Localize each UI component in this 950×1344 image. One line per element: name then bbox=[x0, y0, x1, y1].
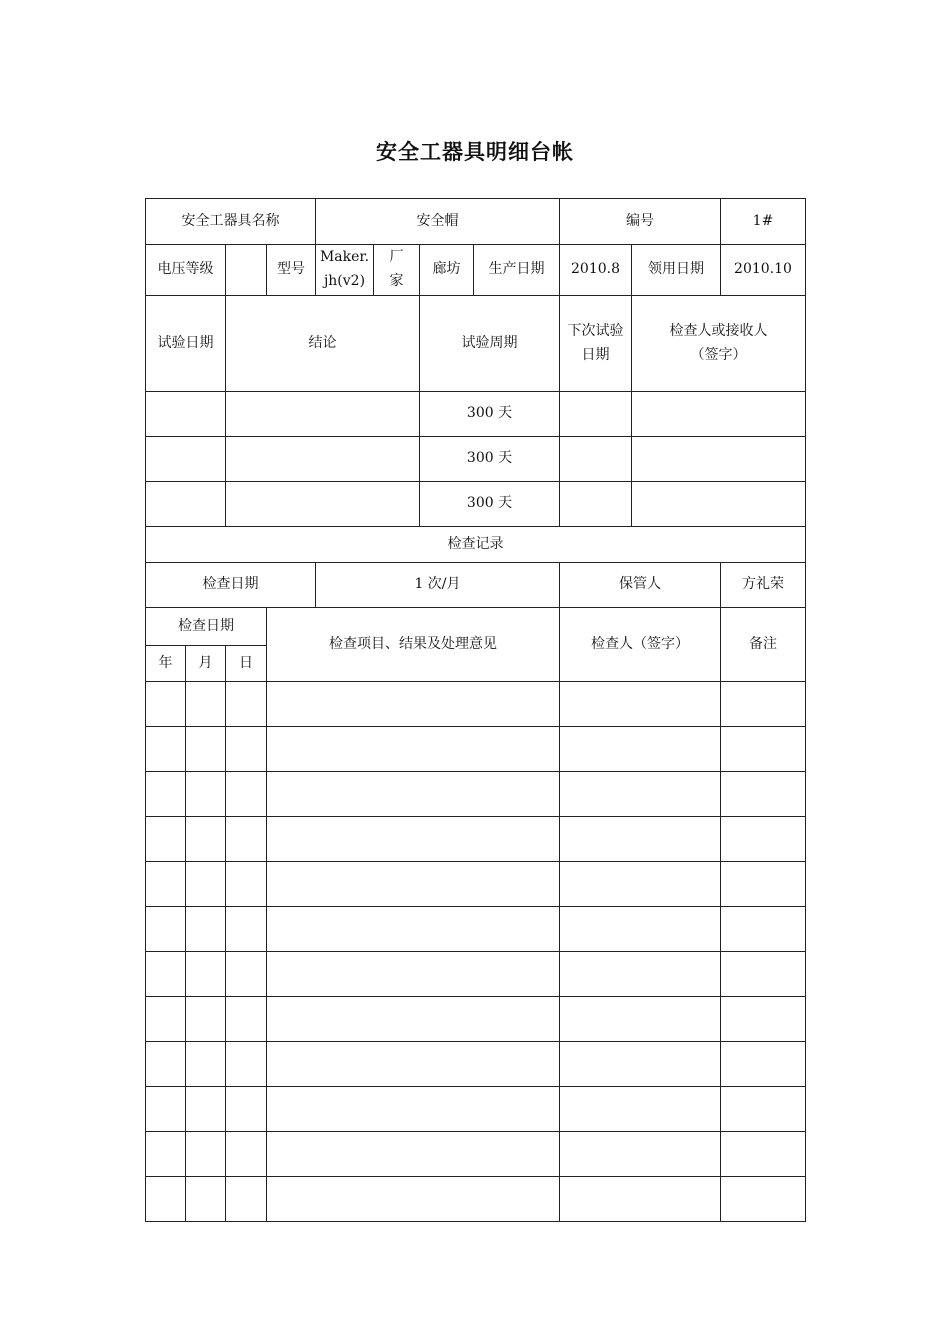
day-cell bbox=[226, 1177, 267, 1222]
info-row-detail bbox=[146, 245, 806, 296]
model-label: 型号 bbox=[267, 245, 316, 296]
year-cell bbox=[146, 862, 186, 907]
inspection-inspector-cell bbox=[560, 727, 721, 772]
receive-date-label: 领用日期 bbox=[632, 245, 721, 296]
day-cell bbox=[226, 682, 267, 727]
remarks-cell bbox=[721, 907, 806, 952]
month-cell bbox=[186, 907, 226, 952]
inspection-row bbox=[146, 817, 806, 862]
inspection-items-cell bbox=[267, 862, 560, 907]
month-cell bbox=[186, 997, 226, 1042]
test-date-cell bbox=[146, 437, 226, 482]
inspection-items-cell bbox=[267, 997, 560, 1042]
year-cell bbox=[146, 772, 186, 817]
remarks-header: 备注 bbox=[721, 608, 806, 682]
inspection-section-title: 检查记录 bbox=[146, 527, 806, 563]
month-cell bbox=[186, 682, 226, 727]
inspection-row bbox=[146, 1177, 806, 1222]
day-cell bbox=[226, 772, 267, 817]
month-cell bbox=[186, 1087, 226, 1132]
inspection-frequency: 1 次/月 bbox=[316, 563, 560, 608]
day-header: 日 bbox=[226, 646, 267, 682]
test-row bbox=[146, 437, 806, 482]
test-result-cell bbox=[226, 437, 420, 482]
year-cell bbox=[146, 952, 186, 997]
inspection-row bbox=[146, 1132, 806, 1177]
inspection-date-header: 检查日期 bbox=[146, 608, 267, 646]
year-cell bbox=[146, 907, 186, 952]
inspection-inspector-cell bbox=[560, 817, 721, 862]
remarks-cell bbox=[721, 1132, 806, 1177]
inspection-row bbox=[146, 952, 806, 997]
inspection-row bbox=[146, 1042, 806, 1087]
test-inspector-header: 检查人或接收人 （签字） bbox=[632, 296, 806, 392]
remarks-cell bbox=[721, 1087, 806, 1132]
day-cell bbox=[226, 1087, 267, 1132]
test-result-header: 结论 bbox=[226, 296, 420, 392]
tool-name-value: 安全帽 bbox=[316, 199, 560, 245]
prod-date-label: 生产日期 bbox=[474, 245, 560, 296]
inspection-date-label: 检查日期 bbox=[146, 563, 316, 608]
month-cell bbox=[186, 772, 226, 817]
test-row bbox=[146, 482, 806, 527]
inspection-items-cell bbox=[267, 1042, 560, 1087]
test-date-cell bbox=[146, 482, 226, 527]
year-cell bbox=[146, 1132, 186, 1177]
month-cell bbox=[186, 862, 226, 907]
test-date-cell bbox=[146, 392, 226, 437]
test-cycle-cell: 300 天 bbox=[420, 482, 560, 527]
inspection-inspector-cell bbox=[560, 682, 721, 727]
inspection-row bbox=[146, 772, 806, 817]
month-cell bbox=[186, 727, 226, 772]
test-inspector-cell bbox=[632, 482, 806, 527]
inspection-inspector-cell bbox=[560, 1087, 721, 1132]
inspection-inspector-cell bbox=[560, 997, 721, 1042]
year-cell bbox=[146, 1087, 186, 1132]
receive-date-value: 2010.10 bbox=[721, 245, 806, 296]
month-header: 月 bbox=[186, 646, 226, 682]
day-cell bbox=[226, 952, 267, 997]
next-test-date-cell bbox=[560, 482, 632, 527]
inspection-row bbox=[146, 682, 806, 727]
test-row bbox=[146, 392, 806, 437]
month-cell bbox=[186, 1042, 226, 1087]
inspection-items-cell bbox=[267, 952, 560, 997]
month-cell bbox=[186, 817, 226, 862]
inspection-info-row bbox=[146, 563, 806, 608]
inspection-items-cell bbox=[267, 907, 560, 952]
maker-value: 廊坊 bbox=[420, 245, 474, 296]
page-title: 安全工器具明细台帐 bbox=[376, 140, 574, 164]
keeper-label: 保管人 bbox=[560, 563, 721, 608]
inspection-row bbox=[146, 1087, 806, 1132]
inspection-items-cell bbox=[267, 1087, 560, 1132]
inspection-row bbox=[146, 727, 806, 772]
remarks-cell bbox=[721, 1042, 806, 1087]
next-test-date-header: 下次试验 日期 bbox=[560, 296, 632, 392]
inspection-items-cell bbox=[267, 1177, 560, 1222]
remarks-cell bbox=[721, 862, 806, 907]
test-inspector-cell bbox=[632, 437, 806, 482]
day-cell bbox=[226, 1042, 267, 1087]
day-cell bbox=[226, 1132, 267, 1177]
remarks-cell bbox=[721, 727, 806, 772]
inspection-items-cell bbox=[267, 772, 560, 817]
info-row-name bbox=[146, 199, 806, 245]
inspection-inspector-cell bbox=[560, 862, 721, 907]
month-cell bbox=[186, 1177, 226, 1222]
tool-name-label: 安全工器具名称 bbox=[146, 199, 316, 245]
test-result-cell bbox=[226, 482, 420, 527]
day-cell bbox=[226, 727, 267, 772]
test-header-row bbox=[146, 296, 806, 392]
test-inspector-cell bbox=[632, 392, 806, 437]
remarks-cell bbox=[721, 1177, 806, 1222]
inspection-items-cell bbox=[267, 817, 560, 862]
year-cell bbox=[146, 817, 186, 862]
voltage-value bbox=[226, 245, 267, 296]
year-cell bbox=[146, 1042, 186, 1087]
year-cell bbox=[146, 682, 186, 727]
inspection-title-row bbox=[146, 527, 806, 563]
remarks-cell bbox=[721, 952, 806, 997]
inspection-items-header: 检查项目、结果及处理意见 bbox=[267, 608, 560, 682]
inspection-row bbox=[146, 997, 806, 1042]
inspection-items-cell bbox=[267, 727, 560, 772]
inspection-row bbox=[146, 862, 806, 907]
remarks-cell bbox=[721, 817, 806, 862]
inspection-items-cell bbox=[267, 682, 560, 727]
next-test-date-cell bbox=[560, 437, 632, 482]
day-cell bbox=[226, 997, 267, 1042]
test-cycle-cell: 300 天 bbox=[420, 392, 560, 437]
inspection-inspector-cell bbox=[560, 1177, 721, 1222]
next-test-date-cell bbox=[560, 392, 632, 437]
number-value: 1# bbox=[721, 199, 806, 245]
inspection-row bbox=[146, 907, 806, 952]
number-label: 编号 bbox=[560, 199, 721, 245]
inspection-items-cell bbox=[267, 1132, 560, 1177]
test-cycle-header: 试验周期 bbox=[420, 296, 560, 392]
year-cell bbox=[146, 1177, 186, 1222]
month-cell bbox=[186, 1132, 226, 1177]
day-cell bbox=[226, 817, 267, 862]
inspection-inspector-cell bbox=[560, 1132, 721, 1177]
remarks-cell bbox=[721, 682, 806, 727]
test-date-header: 试验日期 bbox=[146, 296, 226, 392]
inspection-inspector-cell bbox=[560, 772, 721, 817]
year-header: 年 bbox=[146, 646, 186, 682]
inspection-inspector-cell bbox=[560, 907, 721, 952]
inspection-inspector-cell bbox=[560, 1042, 721, 1087]
inspection-rows bbox=[146, 682, 806, 1222]
inspection-header-row bbox=[146, 608, 806, 646]
inspection-inspector-header: 检查人（签字） bbox=[560, 608, 721, 682]
month-cell bbox=[186, 952, 226, 997]
keeper-value: 方礼荣 bbox=[721, 563, 806, 608]
maker-label: 厂 家 bbox=[374, 245, 420, 296]
model-value: Maker. jh(v2) bbox=[316, 245, 374, 296]
remarks-cell bbox=[721, 997, 806, 1042]
prod-date-value: 2010.8 bbox=[560, 245, 632, 296]
year-cell bbox=[146, 727, 186, 772]
test-result-cell bbox=[226, 392, 420, 437]
day-cell bbox=[226, 907, 267, 952]
remarks-cell bbox=[721, 772, 806, 817]
voltage-label: 电压等级 bbox=[146, 245, 226, 296]
ledger-table bbox=[145, 198, 806, 1222]
day-cell bbox=[226, 862, 267, 907]
test-cycle-cell: 300 天 bbox=[420, 437, 560, 482]
year-cell bbox=[146, 997, 186, 1042]
inspection-inspector-cell bbox=[560, 952, 721, 997]
